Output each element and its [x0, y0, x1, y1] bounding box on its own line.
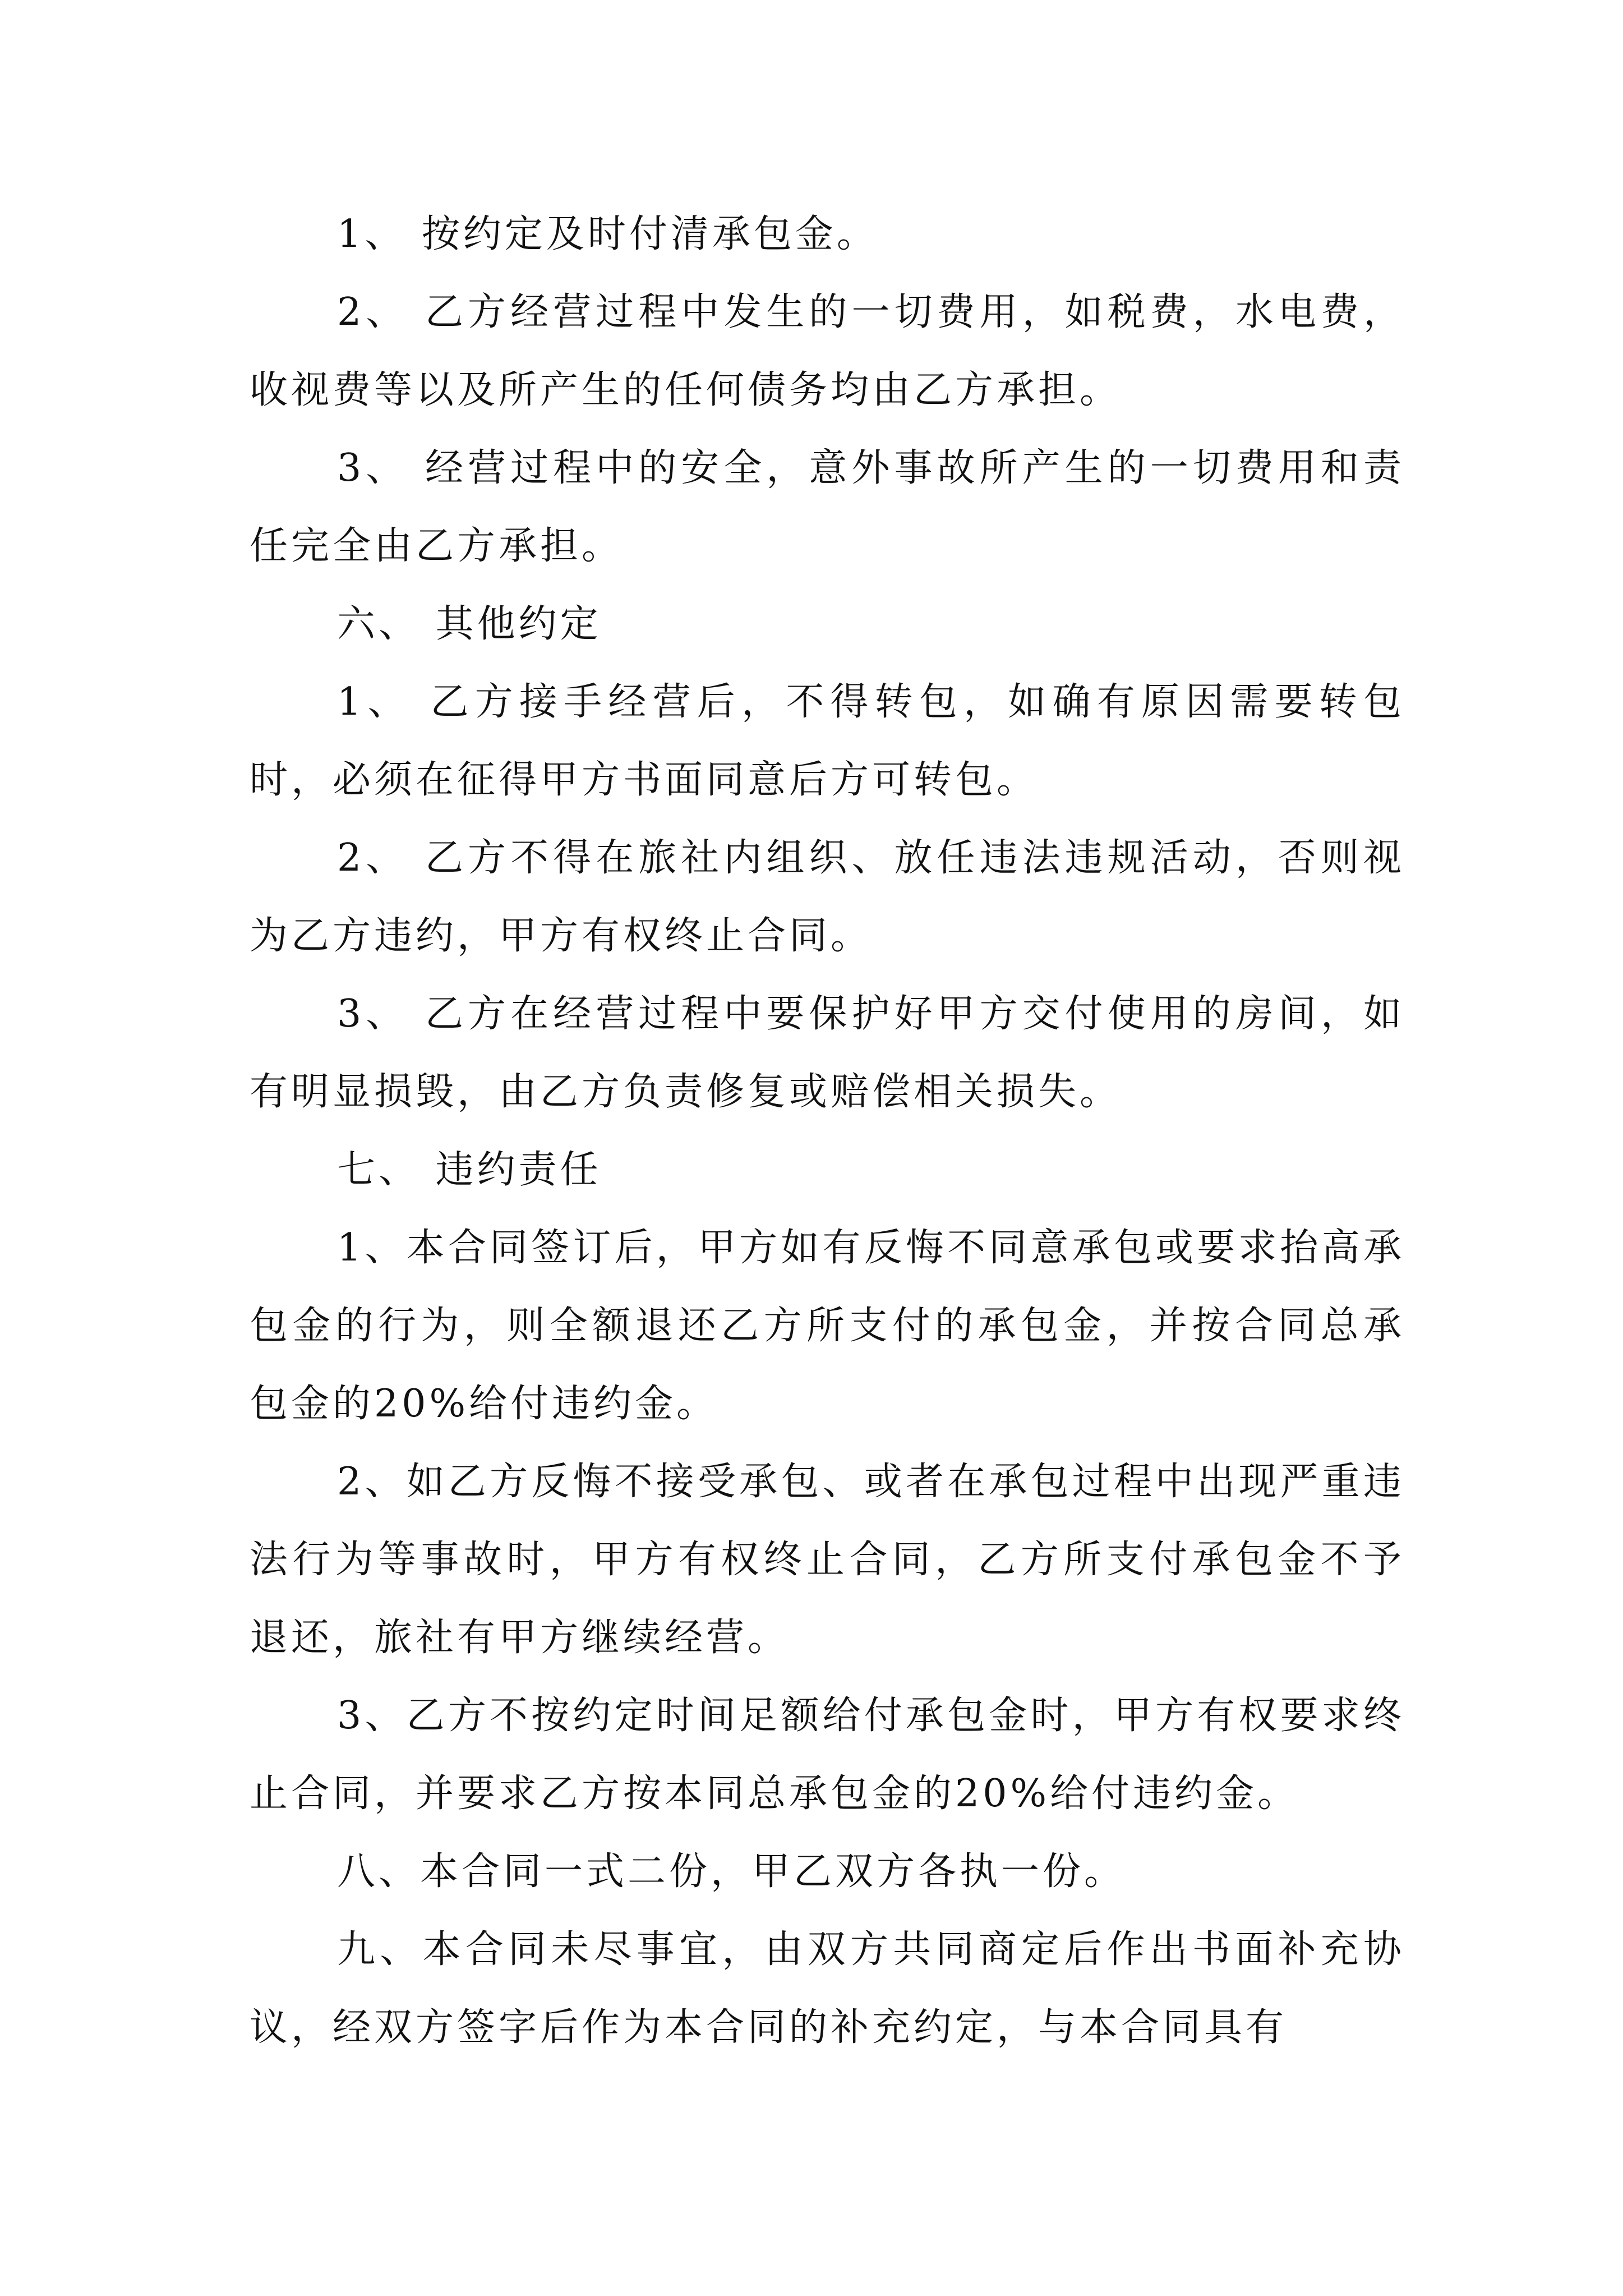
- document-body: [250, 195, 1405, 2067]
- paragraph-operating-expenses: 2、 乙方经营过程中发生的一切费用，如税费，水电费，收视费等以及所产生的任何债务均由乙方承担。: [250, 290, 1405, 412]
- section-heading-other-agreements: 六、 其他约定: [337, 602, 602, 646]
- section-heading-breach-liability: 七、 违约责任: [337, 1148, 602, 1192]
- paragraph-no-illegal-activities: 2、 乙方不得在旅社内组织、放任违法违规活动，否则视为乙方违约，甲方有权终止合同。: [250, 836, 1405, 958]
- paragraph-payment-obligation: 1、 按约定及时付清承包金。: [337, 212, 878, 256]
- paragraph-contract-copies: 八、本合同一式二份，甲乙双方各执一份。: [337, 1849, 1126, 1894]
- paragraph-no-subcontracting: 1、 乙方接手经营后，不得转包，如确有原因需要转包时，必须在征得甲方书面同意后方可转包。: [250, 680, 1405, 802]
- paragraph-supplementary-agreement: 九、本合同未尽事宜，由双方共同商定后作出书面补充协议，经双方签字后作为本合同的补充约定，与本合同具有: [250, 1927, 1405, 2050]
- paragraph-party-b-breach: 2、如乙方反悔不接受承包、或者在承包过程中出现严重违法行为等事故时，甲方有权终止合同，乙方所支付承包金不予退还，旅社有甲方继续经营。: [250, 1460, 1405, 1660]
- paragraph-late-payment: 3、乙方不按约定时间足额给付承包金时，甲方有权要求终止合同，并要求乙方按本同总承包金的20%给付违约金。: [250, 1694, 1405, 1816]
- paragraph-room-protection: 3、 乙方在经营过程中要保护好甲方交付使用的房间，如有明显损毁，由乙方负责修复或赔偿相关损失。: [250, 992, 1405, 1114]
- paragraph-party-a-breach: 1、本合同签订后，甲方如有反悔不同意承包或要求抬高承包金的行为，则全额退还乙方所支付的承包金，并按合同总承包金的20%给付违约金。: [250, 1226, 1405, 1426]
- paragraph-safety-liability: 3、 经营过程中的安全，意外事故所产生的一切费用和责任完全由乙方承担。: [250, 446, 1405, 568]
